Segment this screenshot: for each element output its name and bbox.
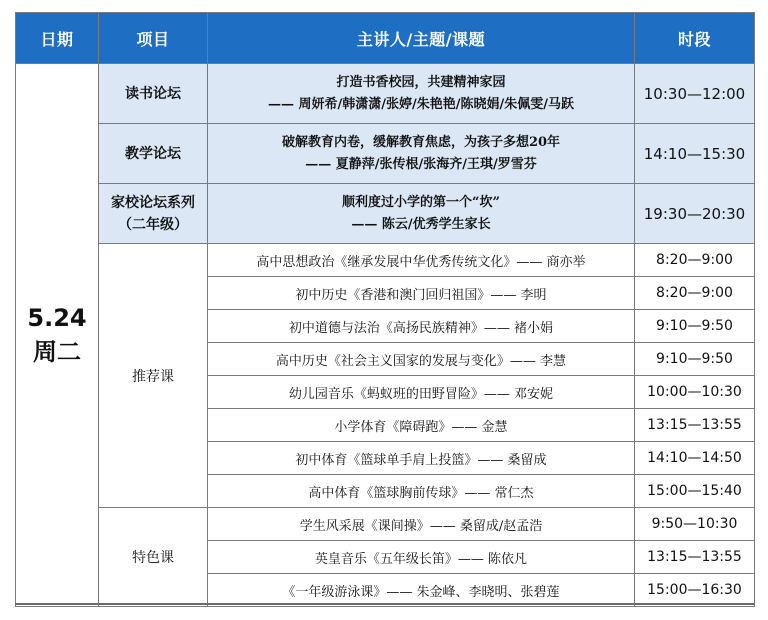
forum-item-cell xyxy=(99,124,208,184)
table-bottom-border xyxy=(15,603,755,605)
forum-subject-cell xyxy=(208,124,635,184)
lesson-time: 13:15—13:55 xyxy=(635,409,755,442)
forum-row xyxy=(16,124,755,184)
forum-item-label: 读书论坛 xyxy=(125,85,181,102)
forum-speakers: —— 周妍希/韩潇潇/张婷/朱艳艳/陈晓娟/朱佩雯/马跃 xyxy=(267,96,574,112)
forum-topic: 破解教育内卷，缓解教育焦虑，为孩子多想20年 xyxy=(281,134,561,150)
date-cell xyxy=(16,64,99,607)
forum-item-cell xyxy=(99,64,208,124)
forum-subject-cell xyxy=(208,64,635,124)
lesson-subject: 高中历史《社会主义国家的发展与变化》—— 李慧 xyxy=(208,343,635,376)
lesson-subject: 初中道德与法治《高扬民族精神》—— 褚小娟 xyxy=(208,310,635,343)
lesson-time: 15:00—15:40 xyxy=(635,475,755,508)
forum-item-sublabel: （二年级） xyxy=(118,216,188,233)
forum-speakers: —— 夏静萍/张传根/张海齐/王琪/罗雪芬 xyxy=(305,156,537,172)
lesson-time: 15:00—16:30 xyxy=(635,574,755,607)
forum-topic: 顺利度过小学的第一个“坎” xyxy=(342,194,500,210)
lesson-subject: 《一年级游泳课》—— 朱金峰、李晓明、张碧莲 xyxy=(208,574,635,607)
weekday-text: 周二 xyxy=(33,338,81,366)
lesson-subject: 英皇音乐《五年级长笛》—— 陈依凡 xyxy=(208,541,635,574)
lesson-time: 10:00—10:30 xyxy=(635,376,755,409)
forum-time: 14:10—15:30 xyxy=(635,124,755,184)
lesson-row xyxy=(16,508,755,541)
lesson-subject: 初中历史《香港和澳门回归祖国》—— 李明 xyxy=(208,277,635,310)
forum-topic: 打造书香校园，共建精神家园 xyxy=(336,74,506,90)
lesson-subject: 高中体育《篮球胸前传球》—— 常仁杰 xyxy=(208,475,635,508)
lesson-subject: 初中体育《篮球单手肩上投篮》—— 桑留成 xyxy=(208,442,635,475)
schedule-table xyxy=(15,12,755,607)
date-text: 5.24 xyxy=(27,304,87,332)
forum-item-cell xyxy=(99,184,208,244)
lesson-subject: 学生风采展《课间操》—— 桑留成/赵孟浩 xyxy=(208,508,635,541)
lesson-row xyxy=(16,244,755,277)
lesson-time: 9:10—9:50 xyxy=(635,343,755,376)
header-date: 日期 xyxy=(16,13,99,64)
forum-row xyxy=(16,184,755,244)
header-subject: 主讲人/主题/课题 xyxy=(208,13,635,64)
lesson-subject: 小学体育《障碍跑》—— 金慧 xyxy=(208,409,635,442)
lesson-time: 9:10—9:50 xyxy=(635,310,755,343)
lesson-time: 8:20—9:00 xyxy=(635,277,755,310)
lesson-time: 8:20—9:00 xyxy=(635,244,755,277)
forum-item-label: 教学论坛 xyxy=(125,145,181,162)
header-item: 项目 xyxy=(99,13,208,64)
header-row xyxy=(16,13,755,64)
lesson-subject: 幼儿园音乐《蚂蚁班的田野冒险》—— 邓安妮 xyxy=(208,376,635,409)
lesson-time: 9:50—10:30 xyxy=(635,508,755,541)
forum-item-label: 家校论坛系列 xyxy=(111,194,195,211)
forum-speakers: —— 陈云/优秀学生家长 xyxy=(351,216,491,232)
recommended-category: 推荐课 xyxy=(99,244,208,508)
forum-time: 19:30—20:30 xyxy=(635,184,755,244)
header-time: 时段 xyxy=(635,13,755,64)
lesson-time: 14:10—14:50 xyxy=(635,442,755,475)
forum-row xyxy=(16,64,755,124)
lesson-time: 13:15—13:55 xyxy=(635,541,755,574)
forum-subject-cell xyxy=(208,184,635,244)
featured-category: 特色课 xyxy=(99,508,208,607)
lesson-subject: 高中思想政治《继承发展中华优秀传统文化》—— 商亦举 xyxy=(208,244,635,277)
forum-time: 10:30—12:00 xyxy=(635,64,755,124)
